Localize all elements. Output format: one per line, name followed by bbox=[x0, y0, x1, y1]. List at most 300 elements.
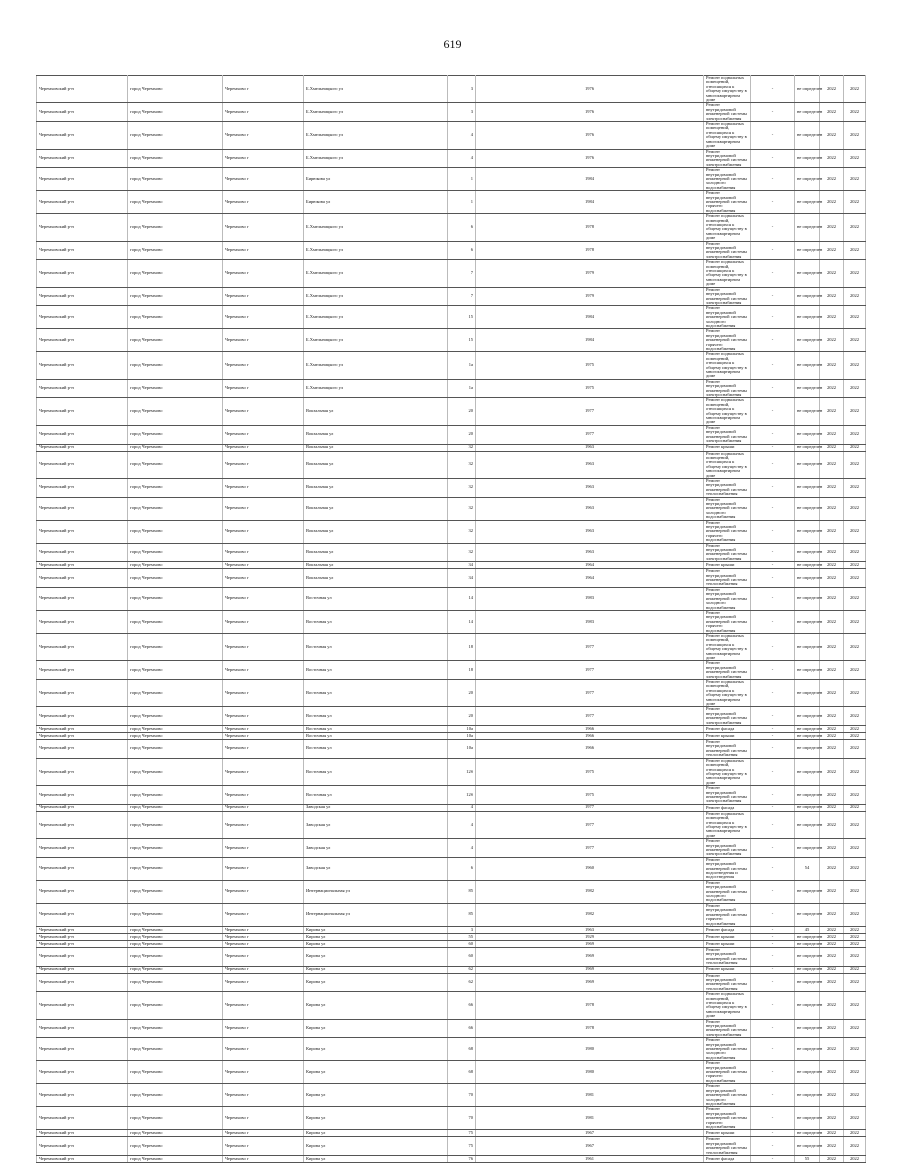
municipality-cell: город Черемхово bbox=[128, 966, 223, 973]
period-end-cell: 2022 bbox=[844, 241, 866, 260]
cost-cell: не определен bbox=[795, 352, 820, 379]
period-start-cell: 2022 bbox=[820, 1130, 844, 1137]
house-number-cell: 34 bbox=[448, 569, 476, 588]
street-cell: Восточная ул bbox=[304, 707, 448, 726]
district-cell: Черемховский р-н bbox=[37, 811, 128, 838]
house-number-cell: 3 bbox=[448, 103, 476, 122]
work-type-cell: Ремонт подвальных помещений, относящихся к общему имуществу в многоквартирном доме bbox=[704, 352, 751, 379]
house-number-cell: 10а bbox=[448, 726, 476, 733]
settlement-cell: Черемхово г bbox=[223, 569, 304, 588]
cost-cell: не определен bbox=[795, 992, 820, 1019]
period-end-cell: 2022 bbox=[844, 103, 866, 122]
house-number-cell: 32 bbox=[448, 451, 476, 478]
house-number-cell: 68 bbox=[448, 1061, 476, 1084]
municipality-cell: город Черемхово bbox=[128, 379, 223, 398]
district-cell: Черемховский р-н bbox=[37, 940, 128, 947]
table-row bbox=[37, 306, 866, 329]
period-start-cell: 2022 bbox=[820, 707, 844, 726]
street-cell: Кирова ул bbox=[304, 973, 448, 992]
period-end-cell: 2022 bbox=[844, 562, 866, 569]
district-cell: Черемховский р-н bbox=[37, 804, 128, 811]
street-cell: Вокзальная ул bbox=[304, 520, 448, 543]
street-cell: Кирова ул bbox=[304, 1137, 448, 1156]
dash-cell: - bbox=[751, 543, 795, 562]
house-number-cell: 34 bbox=[448, 562, 476, 569]
house-number-cell: 12б bbox=[448, 758, 476, 785]
dash-cell: - bbox=[751, 1130, 795, 1137]
settlement-cell: Черемхово г bbox=[223, 610, 304, 633]
work-type-cell: Ремонт подвальных помещений, относящихся к общему имуществу в многоквартирном доме bbox=[704, 451, 751, 478]
district-cell: Черемховский р-н bbox=[37, 451, 128, 478]
municipality-cell: город Черемхово bbox=[128, 726, 223, 733]
construction-year-cell: 1976 bbox=[476, 76, 704, 103]
construction-year-cell: 1978 bbox=[476, 1019, 704, 1038]
dash-cell: - bbox=[751, 733, 795, 740]
district-cell: Черемховский р-н bbox=[37, 1038, 128, 1061]
street-cell: Б.Хмельницкого ул bbox=[304, 214, 448, 241]
dash-cell: - bbox=[751, 839, 795, 858]
work-type-cell: Ремонт внутридомовой инженерной системы горячего водоснабжения bbox=[704, 191, 751, 214]
construction-year-cell: 1963 bbox=[476, 926, 704, 933]
construction-year-cell: 1978 bbox=[476, 241, 704, 260]
settlement-cell: Черемхово г bbox=[223, 122, 304, 149]
municipality-cell: город Черемхово bbox=[128, 1107, 223, 1130]
construction-year-cell: 1977 bbox=[476, 661, 704, 680]
work-type-cell: Ремонт внутридомовой инженерной системы холодного водоснабжения bbox=[704, 587, 751, 610]
street-cell: Кирова ул bbox=[304, 933, 448, 940]
table-row bbox=[37, 287, 866, 306]
municipality-cell: город Черемхово bbox=[128, 444, 223, 451]
period-end-cell: 2022 bbox=[844, 940, 866, 947]
municipality-cell: город Черемхово bbox=[128, 1137, 223, 1156]
settlement-cell: Черемхово г bbox=[223, 926, 304, 933]
house-number-cell: 7 bbox=[448, 260, 476, 287]
dash-cell: - bbox=[751, 191, 795, 214]
house-number-cell: 10а bbox=[448, 733, 476, 740]
period-start-cell: 2022 bbox=[820, 379, 844, 398]
dash-cell: - bbox=[751, 707, 795, 726]
dash-cell: - bbox=[751, 758, 795, 785]
construction-year-cell: 1969 bbox=[476, 973, 704, 992]
period-end-cell: 2022 bbox=[844, 1061, 866, 1084]
house-number-cell: 1а bbox=[448, 379, 476, 398]
period-start-cell: 2022 bbox=[820, 804, 844, 811]
construction-year-cell: 1975 bbox=[476, 786, 704, 805]
municipality-cell: город Черемхово bbox=[128, 191, 223, 214]
settlement-cell: Черемхово г bbox=[223, 1107, 304, 1130]
work-type-cell: Ремонт внутридомовой инженерной системы холодного водоснабжения bbox=[704, 497, 751, 520]
period-start-cell: 2022 bbox=[820, 398, 844, 425]
dash-cell: - bbox=[751, 478, 795, 497]
municipality-cell: город Черемхово bbox=[128, 425, 223, 444]
period-end-cell: 2022 bbox=[844, 398, 866, 425]
dash-cell: - bbox=[751, 1084, 795, 1107]
work-type-cell: Ремонт фасада bbox=[704, 726, 751, 733]
table-row bbox=[37, 610, 866, 633]
construction-year-cell: 1979 bbox=[476, 260, 704, 287]
municipality-cell: город Черемхово bbox=[128, 398, 223, 425]
construction-year-cell: 1982 bbox=[476, 880, 704, 903]
work-type-cell: Ремонт подвальных помещений, относящихся к общему имуществу в многоквартирном доме bbox=[704, 811, 751, 838]
period-start-cell: 2022 bbox=[820, 444, 844, 451]
table-row bbox=[37, 933, 866, 940]
cost-cell: не определен bbox=[795, 103, 820, 122]
work-type-cell: Ремонт крыши bbox=[704, 1130, 751, 1137]
municipality-cell: город Черемхово bbox=[128, 973, 223, 992]
dash-cell: - bbox=[751, 122, 795, 149]
district-cell: Черемховский р-н bbox=[37, 478, 128, 497]
work-type-cell: Ремонт внутридомовой инженерной системы горячего водоснабжения bbox=[704, 1107, 751, 1130]
work-type-cell: Ремонт внутридомовой инженерной системы холодного водоснабжения bbox=[704, 880, 751, 903]
table-row bbox=[37, 1084, 866, 1107]
construction-year-cell: 1976 bbox=[476, 149, 704, 168]
settlement-cell: Черемхово г bbox=[223, 880, 304, 903]
cost-cell: не определен bbox=[795, 940, 820, 947]
district-cell: Черемховский р-н bbox=[37, 903, 128, 926]
municipality-cell: город Черемхово bbox=[128, 497, 223, 520]
work-type-cell: Ремонт внутридомовой инженерной системы горячего водоснабжения bbox=[704, 903, 751, 926]
settlement-cell: Черемхово г bbox=[223, 1137, 304, 1156]
dash-cell: - bbox=[751, 610, 795, 633]
construction-year-cell: 1963 bbox=[476, 543, 704, 562]
dash-cell: - bbox=[751, 740, 795, 759]
district-cell: Черемховский р-н bbox=[37, 444, 128, 451]
dash-cell: - bbox=[751, 425, 795, 444]
district-cell: Черемховский р-н bbox=[37, 1155, 128, 1162]
table-row bbox=[37, 973, 866, 992]
house-number-cell: 66 bbox=[448, 1019, 476, 1038]
street-cell: Восточная ул bbox=[304, 733, 448, 740]
period-start-cell: 2022 bbox=[820, 587, 844, 610]
table-row bbox=[37, 1130, 866, 1137]
period-start-cell: 2022 bbox=[820, 352, 844, 379]
period-end-cell: 2022 bbox=[844, 973, 866, 992]
period-start-cell: 2022 bbox=[820, 933, 844, 940]
construction-year-cell: 1969 bbox=[476, 966, 704, 973]
municipality-cell: город Черемхово bbox=[128, 329, 223, 352]
construction-year-cell: 1966 bbox=[476, 726, 704, 733]
work-type-cell: Ремонт внутридомовой инженерной системы теплоснабжения bbox=[704, 740, 751, 759]
cost-cell: не определен bbox=[795, 444, 820, 451]
dash-cell: - bbox=[751, 562, 795, 569]
district-cell: Черемховский р-н bbox=[37, 758, 128, 785]
settlement-cell: Черемхово г bbox=[223, 168, 304, 191]
municipality-cell: город Черемхово bbox=[128, 241, 223, 260]
period-start-cell: 2022 bbox=[820, 329, 844, 352]
construction-year-cell: 1967 bbox=[476, 1137, 704, 1156]
house-number-cell: 4 bbox=[448, 122, 476, 149]
cost-cell: не определен bbox=[795, 478, 820, 497]
cost-cell: не определен bbox=[795, 214, 820, 241]
period-start-cell: 2022 bbox=[820, 992, 844, 1019]
period-end-cell: 2022 bbox=[844, 740, 866, 759]
municipality-cell: город Черемхово bbox=[128, 306, 223, 329]
period-end-cell: 2022 bbox=[844, 1084, 866, 1107]
street-cell: Б.Хмельницкого ул bbox=[304, 103, 448, 122]
table-row bbox=[37, 562, 866, 569]
municipality-cell: город Черемхово bbox=[128, 287, 223, 306]
dash-cell: - bbox=[751, 966, 795, 973]
settlement-cell: Черемхово г bbox=[223, 940, 304, 947]
cost-cell: не определен bbox=[795, 76, 820, 103]
settlement-cell: Черемхово г bbox=[223, 76, 304, 103]
capital-repair-table bbox=[36, 75, 866, 1163]
table-row bbox=[37, 478, 866, 497]
settlement-cell: Черемхово г bbox=[223, 214, 304, 241]
district-cell: Черемховский р-н bbox=[37, 587, 128, 610]
house-number-cell: 62 bbox=[448, 973, 476, 992]
settlement-cell: Черемхово г bbox=[223, 680, 304, 707]
period-start-cell: 2022 bbox=[820, 149, 844, 168]
municipality-cell: город Черемхово bbox=[128, 804, 223, 811]
work-type-cell: Ремонт внутридомовой инженерной системы холодного водоснабжения bbox=[704, 306, 751, 329]
construction-year-cell: 1975 bbox=[476, 379, 704, 398]
period-start-cell: 2022 bbox=[820, 947, 844, 966]
street-cell: Кирова ул bbox=[304, 947, 448, 966]
dash-cell: - bbox=[751, 804, 795, 811]
street-cell: Вокзальная ул bbox=[304, 562, 448, 569]
cost-cell: не определен bbox=[795, 758, 820, 785]
district-cell: Черемховский р-н bbox=[37, 168, 128, 191]
street-cell: Кирова ул bbox=[304, 1130, 448, 1137]
settlement-cell: Черемхово г bbox=[223, 1084, 304, 1107]
work-type-cell: Ремонт внутридомовой инженерной системы теплоснабжения bbox=[704, 947, 751, 966]
period-end-cell: 2022 bbox=[844, 758, 866, 785]
settlement-cell: Черемхово г bbox=[223, 149, 304, 168]
period-start-cell: 2022 bbox=[820, 811, 844, 838]
work-type-cell: Ремонт внутридомовой инженерной системы электроснабжения bbox=[704, 661, 751, 680]
cost-cell: не определен bbox=[795, 451, 820, 478]
dash-cell: - bbox=[751, 76, 795, 103]
work-type-cell: Ремонт подвальных помещений, относящихся к общему имуществу в многоквартирном доме bbox=[704, 260, 751, 287]
house-number-cell: 7 bbox=[448, 287, 476, 306]
settlement-cell: Черемхово г bbox=[223, 191, 304, 214]
district-cell: Черемховский р-н bbox=[37, 76, 128, 103]
street-cell: Б.Хмельницкого ул bbox=[304, 352, 448, 379]
house-number-cell: 14 bbox=[448, 587, 476, 610]
cost-cell: не определен bbox=[795, 1130, 820, 1137]
period-start-cell: 2022 bbox=[820, 543, 844, 562]
cost-cell: не определен bbox=[795, 786, 820, 805]
cost-cell: не определен bbox=[795, 520, 820, 543]
settlement-cell: Черемхово г bbox=[223, 444, 304, 451]
dash-cell: - bbox=[751, 520, 795, 543]
street-cell: Б.Хмельницкого ул bbox=[304, 122, 448, 149]
work-type-cell: Ремонт крыши bbox=[704, 444, 751, 451]
municipality-cell: город Черемхово bbox=[128, 1038, 223, 1061]
period-start-cell: 2022 bbox=[820, 726, 844, 733]
district-cell: Черемховский р-н bbox=[37, 992, 128, 1019]
dash-cell: - bbox=[751, 661, 795, 680]
municipality-cell: город Черемхово bbox=[128, 707, 223, 726]
district-cell: Черемховский р-н bbox=[37, 1061, 128, 1084]
period-end-cell: 2022 bbox=[844, 451, 866, 478]
settlement-cell: Черемхово г bbox=[223, 329, 304, 352]
house-number-cell: 4 bbox=[448, 149, 476, 168]
street-cell: Б.Хмельницкого ул bbox=[304, 329, 448, 352]
street-cell: Б.Хмельницкого ул bbox=[304, 379, 448, 398]
municipality-cell: город Черемхово bbox=[128, 880, 223, 903]
work-type-cell: Ремонт фасада bbox=[704, 804, 751, 811]
period-start-cell: 2022 bbox=[820, 661, 844, 680]
period-start-cell: 2022 bbox=[820, 857, 844, 880]
municipality-cell: город Черемхово bbox=[128, 661, 223, 680]
cost-cell: не определен bbox=[795, 1019, 820, 1038]
street-cell: Кирова ул bbox=[304, 992, 448, 1019]
table-row bbox=[37, 1155, 866, 1162]
work-type-cell: Ремонт внутридомовой инженерной системы электроснабжения bbox=[704, 287, 751, 306]
period-end-cell: 2022 bbox=[844, 122, 866, 149]
period-start-cell: 2022 bbox=[820, 1061, 844, 1084]
dash-cell: - bbox=[751, 1019, 795, 1038]
dash-cell: - bbox=[751, 1137, 795, 1156]
work-type-cell: Ремонт внутридомовой инженерной системы холодного водоснабжения bbox=[704, 1084, 751, 1107]
district-cell: Черемховский р-н bbox=[37, 352, 128, 379]
period-start-cell: 2022 bbox=[820, 973, 844, 992]
street-cell: Вокзальная ул bbox=[304, 478, 448, 497]
dash-cell: - bbox=[751, 633, 795, 660]
settlement-cell: Черемхово г bbox=[223, 451, 304, 478]
house-number-cell: 60 bbox=[448, 947, 476, 966]
house-number-cell: 15 bbox=[448, 306, 476, 329]
construction-year-cell: 1964 bbox=[476, 569, 704, 588]
period-start-cell: 2022 bbox=[820, 425, 844, 444]
district-cell: Черемховский р-н bbox=[37, 1019, 128, 1038]
municipality-cell: город Черемхово bbox=[128, 562, 223, 569]
street-cell: Кирова ул bbox=[304, 966, 448, 973]
period-start-cell: 2022 bbox=[820, 839, 844, 858]
house-number-cell: 1 bbox=[448, 168, 476, 191]
dash-cell: - bbox=[751, 149, 795, 168]
table-row bbox=[37, 214, 866, 241]
cost-cell: не определен bbox=[795, 610, 820, 633]
cost-cell: не определен bbox=[795, 661, 820, 680]
cost-cell: не определен bbox=[795, 379, 820, 398]
construction-year-cell: 1960 bbox=[476, 857, 704, 880]
municipality-cell: город Черемхово bbox=[128, 740, 223, 759]
municipality-cell: город Черемхово bbox=[128, 610, 223, 633]
period-end-cell: 2022 bbox=[844, 903, 866, 926]
dash-cell: - bbox=[751, 329, 795, 352]
construction-year-cell: 1977 bbox=[476, 425, 704, 444]
table-row bbox=[37, 811, 866, 838]
period-start-cell: 2022 bbox=[820, 680, 844, 707]
table-row bbox=[37, 633, 866, 660]
period-start-cell: 2022 bbox=[820, 191, 844, 214]
work-type-cell: Ремонт подвальных помещений, относящихся к общему имуществу в многоквартирном доме bbox=[704, 122, 751, 149]
municipality-cell: город Черемхово bbox=[128, 1130, 223, 1137]
work-type-cell: Ремонт внутридомовой инженерной системы электроснабжения bbox=[704, 425, 751, 444]
house-number-cell: 68 bbox=[448, 1038, 476, 1061]
dash-cell: - bbox=[751, 811, 795, 838]
district-cell: Черемховский р-н bbox=[37, 543, 128, 562]
construction-year-cell: 1977 bbox=[476, 707, 704, 726]
period-start-cell: 2022 bbox=[820, 122, 844, 149]
municipality-cell: город Черемхово bbox=[128, 214, 223, 241]
construction-year-cell: 1961 bbox=[476, 1155, 704, 1162]
cost-cell: не определен bbox=[795, 497, 820, 520]
settlement-cell: Черемхово г bbox=[223, 811, 304, 838]
work-type-cell: Ремонт внутридомовой инженерной системы холодного водоснабжения bbox=[704, 1038, 751, 1061]
settlement-cell: Черемхово г bbox=[223, 903, 304, 926]
house-number-cell: 10а bbox=[448, 740, 476, 759]
house-number-cell: 85 bbox=[448, 903, 476, 926]
dash-cell: - bbox=[751, 1155, 795, 1162]
table-row bbox=[37, 839, 866, 858]
period-end-cell: 2022 bbox=[844, 329, 866, 352]
house-number-cell: 32 bbox=[448, 497, 476, 520]
street-cell: Вокзальная ул bbox=[304, 444, 448, 451]
district-cell: Черемховский р-н bbox=[37, 857, 128, 880]
district-cell: Черемховский р-н bbox=[37, 707, 128, 726]
work-type-cell: Ремонт внутридомовой инженерной системы электроснабжения bbox=[704, 543, 751, 562]
cost-cell: не определен bbox=[795, 149, 820, 168]
period-start-cell: 2022 bbox=[820, 1155, 844, 1162]
street-cell: Восточная ул bbox=[304, 610, 448, 633]
house-number-cell: 32 bbox=[448, 520, 476, 543]
municipality-cell: город Черемхово bbox=[128, 680, 223, 707]
construction-year-cell: 1977 bbox=[476, 804, 704, 811]
cost-cell: не определен bbox=[795, 1084, 820, 1107]
table-row bbox=[37, 880, 866, 903]
period-end-cell: 2022 bbox=[844, 733, 866, 740]
table-row bbox=[37, 168, 866, 191]
settlement-cell: Черемхово г bbox=[223, 933, 304, 940]
dash-cell: - bbox=[751, 947, 795, 966]
table-row bbox=[37, 726, 866, 733]
district-cell: Черемховский р-н bbox=[37, 425, 128, 444]
work-type-cell: Ремонт внутридомовой инженерной системы электроснабжения bbox=[704, 839, 751, 858]
settlement-cell: Черемхово г bbox=[223, 1019, 304, 1038]
cost-cell: не определен bbox=[795, 1061, 820, 1084]
municipality-cell: город Черемхово bbox=[128, 839, 223, 858]
municipality-cell: город Черемхово bbox=[128, 733, 223, 740]
dash-cell: - bbox=[751, 903, 795, 926]
cost-cell: не определен bbox=[795, 425, 820, 444]
house-number-cell: 4 bbox=[448, 804, 476, 811]
municipality-cell: город Черемхово bbox=[128, 940, 223, 947]
district-cell: Черемховский р-н bbox=[37, 287, 128, 306]
dash-cell: - bbox=[751, 940, 795, 947]
table-row bbox=[37, 903, 866, 926]
cost-cell: 45 bbox=[795, 926, 820, 933]
dash-cell: - bbox=[751, 926, 795, 933]
cost-cell: не определен bbox=[795, 260, 820, 287]
dash-cell: - bbox=[751, 352, 795, 379]
construction-year-cell: 1978 bbox=[476, 214, 704, 241]
house-number-cell: 66 bbox=[448, 992, 476, 1019]
period-start-cell: 2022 bbox=[820, 740, 844, 759]
house-number-cell: 32 bbox=[448, 444, 476, 451]
dash-cell: - bbox=[751, 241, 795, 260]
period-start-cell: 2022 bbox=[820, 940, 844, 947]
dash-cell: - bbox=[751, 857, 795, 880]
house-number-cell: 60 bbox=[448, 940, 476, 947]
district-cell: Черемховский р-н bbox=[37, 661, 128, 680]
cost-cell: не определен bbox=[795, 562, 820, 569]
cost-cell: не определен bbox=[795, 241, 820, 260]
table-row bbox=[37, 1061, 866, 1084]
street-cell: Б.Хмельницкого ул bbox=[304, 306, 448, 329]
period-start-cell: 2022 bbox=[820, 562, 844, 569]
settlement-cell: Черемхово г bbox=[223, 398, 304, 425]
street-cell: Заводская ул bbox=[304, 839, 448, 858]
construction-year-cell: 1984 bbox=[476, 168, 704, 191]
settlement-cell: Черемхово г bbox=[223, 1155, 304, 1162]
period-end-cell: 2022 bbox=[844, 1107, 866, 1130]
construction-year-cell: 1963 bbox=[476, 520, 704, 543]
period-start-cell: 2022 bbox=[820, 903, 844, 926]
